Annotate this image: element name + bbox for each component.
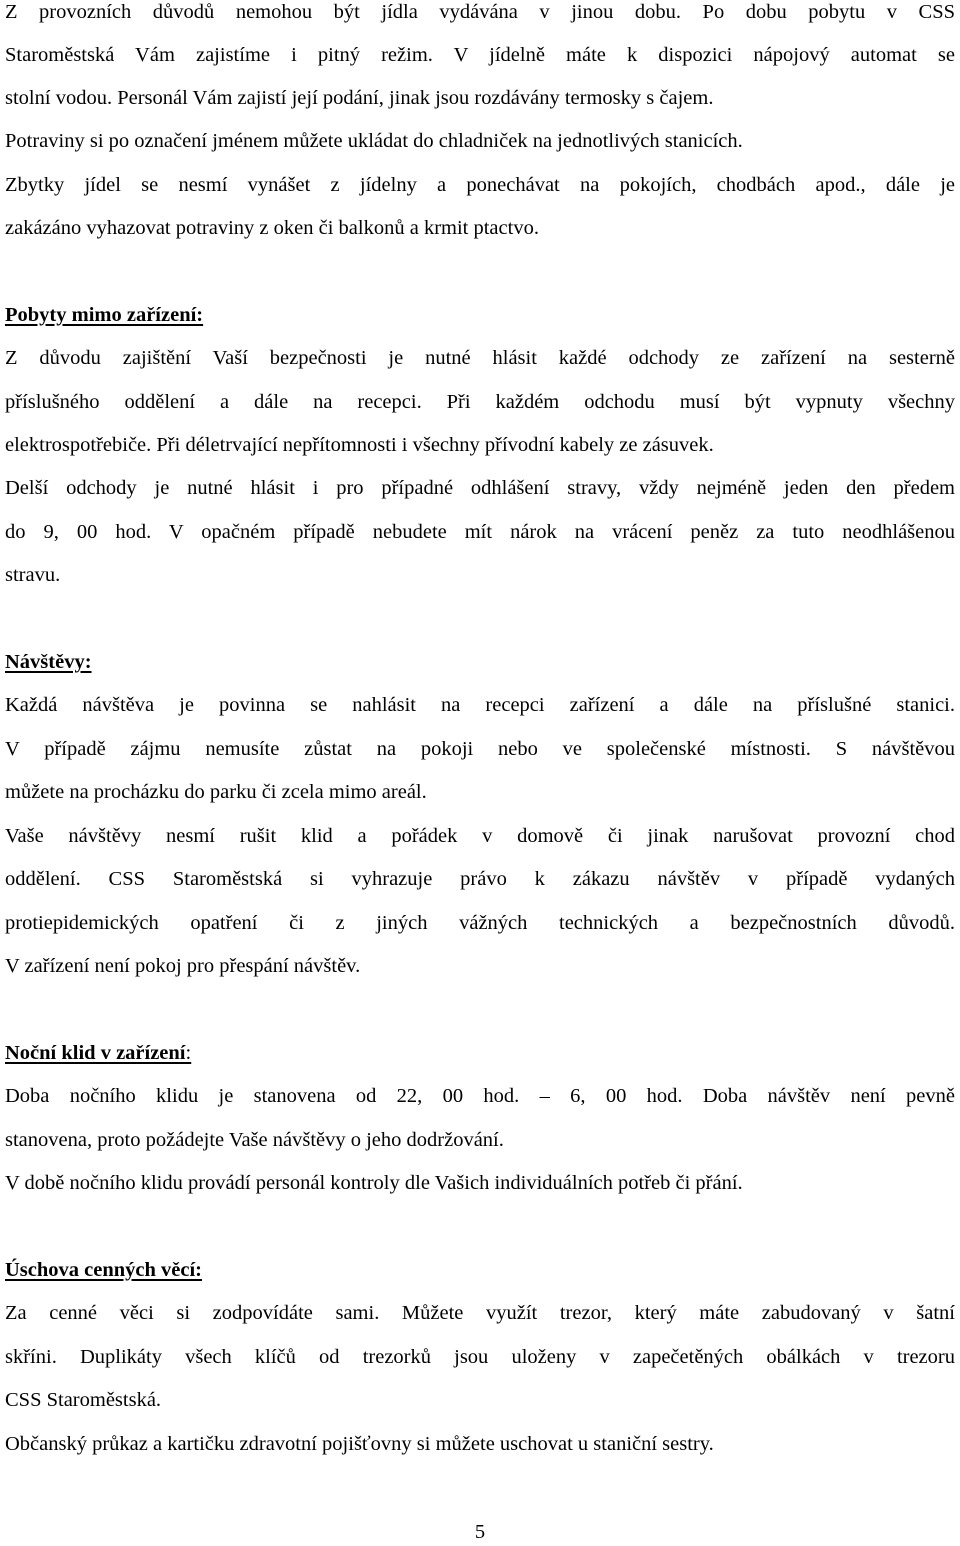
paragraph-line: Za cenné věci si zodpovídáte sami. Můžete využít trezor, který máte zabudovaný v šatní [5, 1302, 955, 1324]
paragraph-line: V případě zájmu nemusíte zůstat na pokoji nebo ve společenské místnosti. S návštěvou [5, 738, 955, 760]
paragraph-line: V zařízení není pokoj pro přespání návštěv. [5, 955, 361, 977]
paragraph-line: Potraviny si po označení jménem můžete ukládat do chladniček na jednotlivých stanicích. [5, 130, 743, 152]
paragraph-line: příslušného oddělení a dále na recepci. Při každém odchodu musí být vypnuty všechny [5, 391, 955, 413]
paragraph-line: Zbytky jídel se nesmí vynášet z jídelny a ponechávat na pokojích, chodbách apod., dále je [5, 174, 955, 196]
paragraph-line: stolní vodou. Personál Vám zajistí její podání, jinak jsou rozdávány termosky s čajem. [5, 87, 714, 109]
paragraph-line: Delší odchody je nutné hlásit i pro případné odhlášení stravy, vždy nejméně jeden den předem [5, 477, 955, 499]
paragraph-line: skříni. Duplikáty všech klíčů od trezorků jsou uloženy v zapečetěných obálkách v trezoru [5, 1346, 955, 1368]
paragraph-line: do 9, 00 hod. V opačném případě nebudete mít nárok na vrácení peněz za tuto neodhlášenou [5, 521, 955, 543]
section-heading-navstevy: Návštěvy: [5, 651, 92, 673]
paragraph-line: Občanský průkaz a kartičku zdravotní pojišťovny si můžete uschovat u staniční sestry. [5, 1433, 714, 1455]
paragraph-line: stanovena, proto požádejte Vaše návštěvy o jeho dodržování. [5, 1129, 504, 1151]
paragraph-line: zakázáno vyhazovat potraviny z oken či balkonů a krmit ptactvo. [5, 217, 539, 239]
paragraph-line: protiepidemických opatření či z jiných vážných technických a bezpečnostních důvodů. [5, 912, 955, 934]
page-number: 5 [474, 1521, 486, 1543]
paragraph-line: Staroměstská Vám zajistíme i pitný režim. V jídelně máte k dispozici nápojový automat se [5, 44, 955, 66]
paragraph-line: můžete na procházku do parku či zcela mimo areál. [5, 781, 427, 803]
heading-text: Noční klid v zařízení [5, 1042, 186, 1064]
section-heading-uschova: Úschova cenných věcí: [5, 1259, 203, 1281]
paragraph-line: V době nočního klidu provádí personál kontroly dle Vašich individuálních potřeb či přání. [5, 1172, 743, 1194]
paragraph-line: Vaše návštěvy nesmí rušit klid a pořádek v domově či jinak narušovat provozní chod [5, 825, 955, 847]
paragraph-line: stravu. [5, 564, 61, 586]
paragraph-line: Každá návštěva je povinna se nahlásit na recepci zařízení a dále na příslušné stanici. [5, 694, 955, 716]
paragraph-line: elektrospotřebiče. Při déletrvající nepřítomnosti i všechny přívodní kabely ze zásuvek. [5, 434, 714, 456]
paragraph-line: Doba nočního klidu je stanovena od 22, 00 hod. – 6, 00 hod. Doba návštěv není pevně [5, 1085, 955, 1107]
section-heading-pobyty: Pobyty mimo zařízení: [5, 304, 204, 326]
paragraph-line: oddělení. CSS Staroměstská si vyhrazuje právo k zákazu návštěv v případě vydaných [5, 868, 955, 890]
paragraph-line: Z důvodu zajištění Vaší bezpečnosti je nutné hlásit každé odchody ze zařízení na sesterně [5, 347, 955, 369]
section-heading-nocni-klid [5, 1039, 955, 1067]
paragraph-line: Z provozních důvodů nemohou být jídla vydávána v jinou dobu. Po dobu pobytu v CSS [5, 1, 955, 23]
heading-colon: : [185, 1042, 192, 1064]
paragraph-line: CSS Staroměstská. [5, 1389, 162, 1411]
